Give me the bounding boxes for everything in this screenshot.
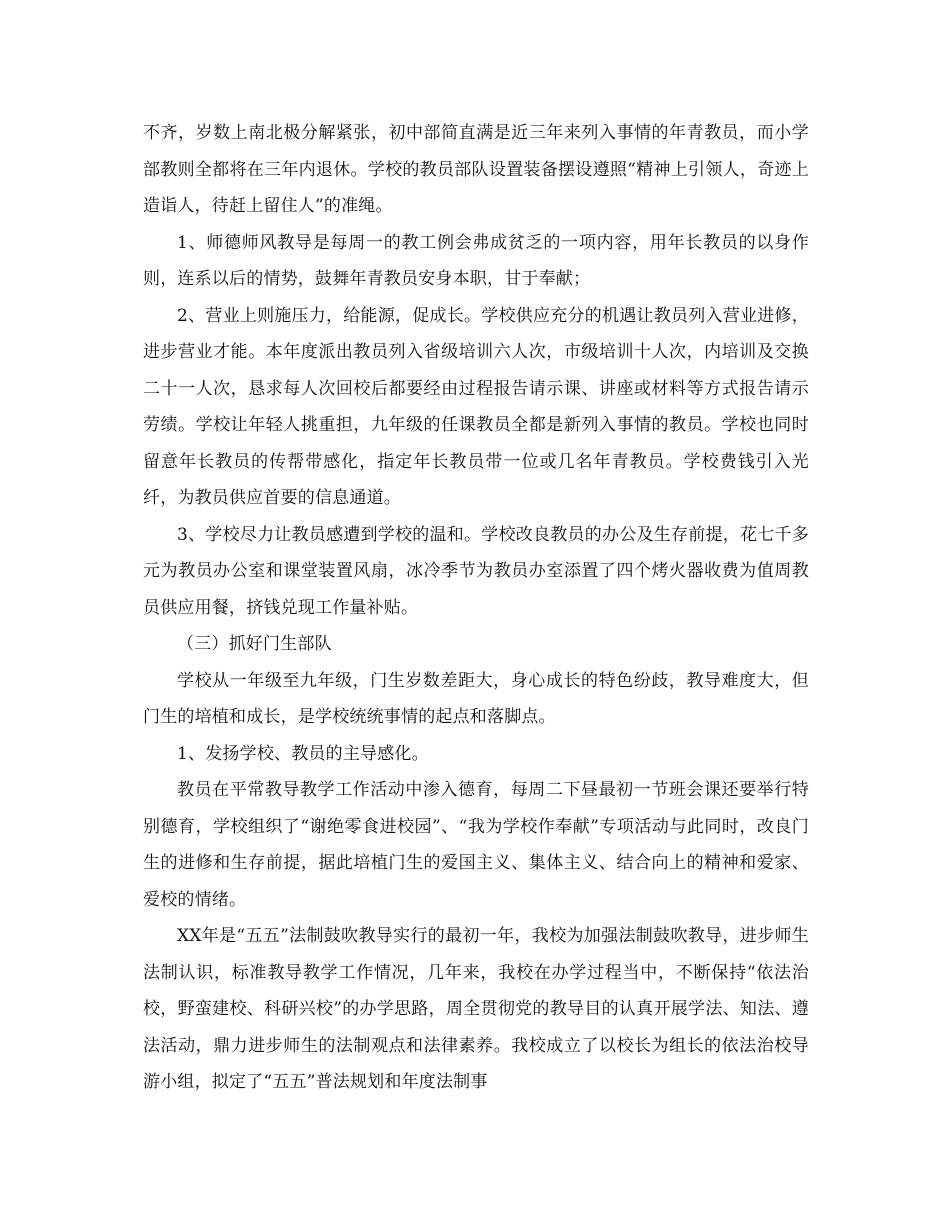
paragraph-legal-education: XX年是“五五”法制鼓吹教导实行的最初一年，我校为加强法制鼓吹教导，进步师生法制认识，标准教导教学工作情况，几年来，我校在办学过程当中，不断保持“依法治校，野蛮建校、科研兴校”的办学思路，周全贯彻党的教导目的认真开展学法、知法、遵法活动，鼎力进步师生的法制观点和法律素养。我校成立了以校长为组长的依法治校导游小组，拟定了“五五”普法规划和年度法制事	[143, 926, 809, 1092]
section-heading-students: （三）抓好门生部队	[177, 634, 332, 654]
paragraph-continuation: 不齐，岁数上南北极分解紧张，初中部简直满是近三年来列入事情的年青教员，而小学部教则全都将在三年内退休。学校的教员部队设置装备摆设遵照“精神上引领人，奇迹上造诣人，待赶上留住人”的准绳。	[143, 123, 809, 216]
paragraph-teacher-ethics: 1、师德师风教导是每周一的教工例会弗成贫乏的一项内容，用年长教员的以身作则，连系以后的情势，鼓舞年青教员安身本职，甘于奉献；	[143, 232, 809, 289]
document-body	[143, 115, 809, 1101]
paragraph-student-overview: 学校从一年级至九年级，门生岁数差距大，身心成长的特色纷歧，教导难度大，但门生的培植和成长，是学校统统事情的起点和落脚点。	[143, 670, 809, 727]
paragraph-teacher-welfare: 3、学校尽力让教员感遭到学校的温和。学校改良教员的办公及生存前提，花七千多元为教员办公室和课堂装置风扇，冰冷季节为教员办室添置了四个烤火器收费为值周教员供应用餐，挤钱兑现工作量补贴。	[143, 524, 809, 618]
paragraph-guiding-role: 1、发扬学校、教员的主导感化。	[177, 743, 429, 764]
paragraph-professional-training: 2、营业上则施压力，给能源，促成长。学校供应充分的机遇让教员列入营业进修，进步营业才能。本年度派出教员列入省级培训六人次，市级培训十人次，内培训及交换二十一人次，恳求每人次回校后都要经由过程报告请示课、讲座或材料等方式报告请示劳绩。学校让年轻人挑重担，九年级的任课教员全都是新列入事情的教员。学校也同时留意年长教员的传帮带感化，指定年长教员带一位或几名年青教员。学校费钱引入光纤，为教员供应首要的信息通道。	[143, 305, 809, 508]
paragraph-moral-education: 教员在平常教导教学工作活动中渗入德育，每周二下昼最初一节班会课还要举行特别德育，学校组织了“谢绝零食进校园”、“我为学校作奉献”专项活动与此同时，改良门生的进修和生存前提，据此培植门生的爱国主义、集体主义、结合向上的精神和爱家、爱校的情绪。	[143, 780, 809, 910]
